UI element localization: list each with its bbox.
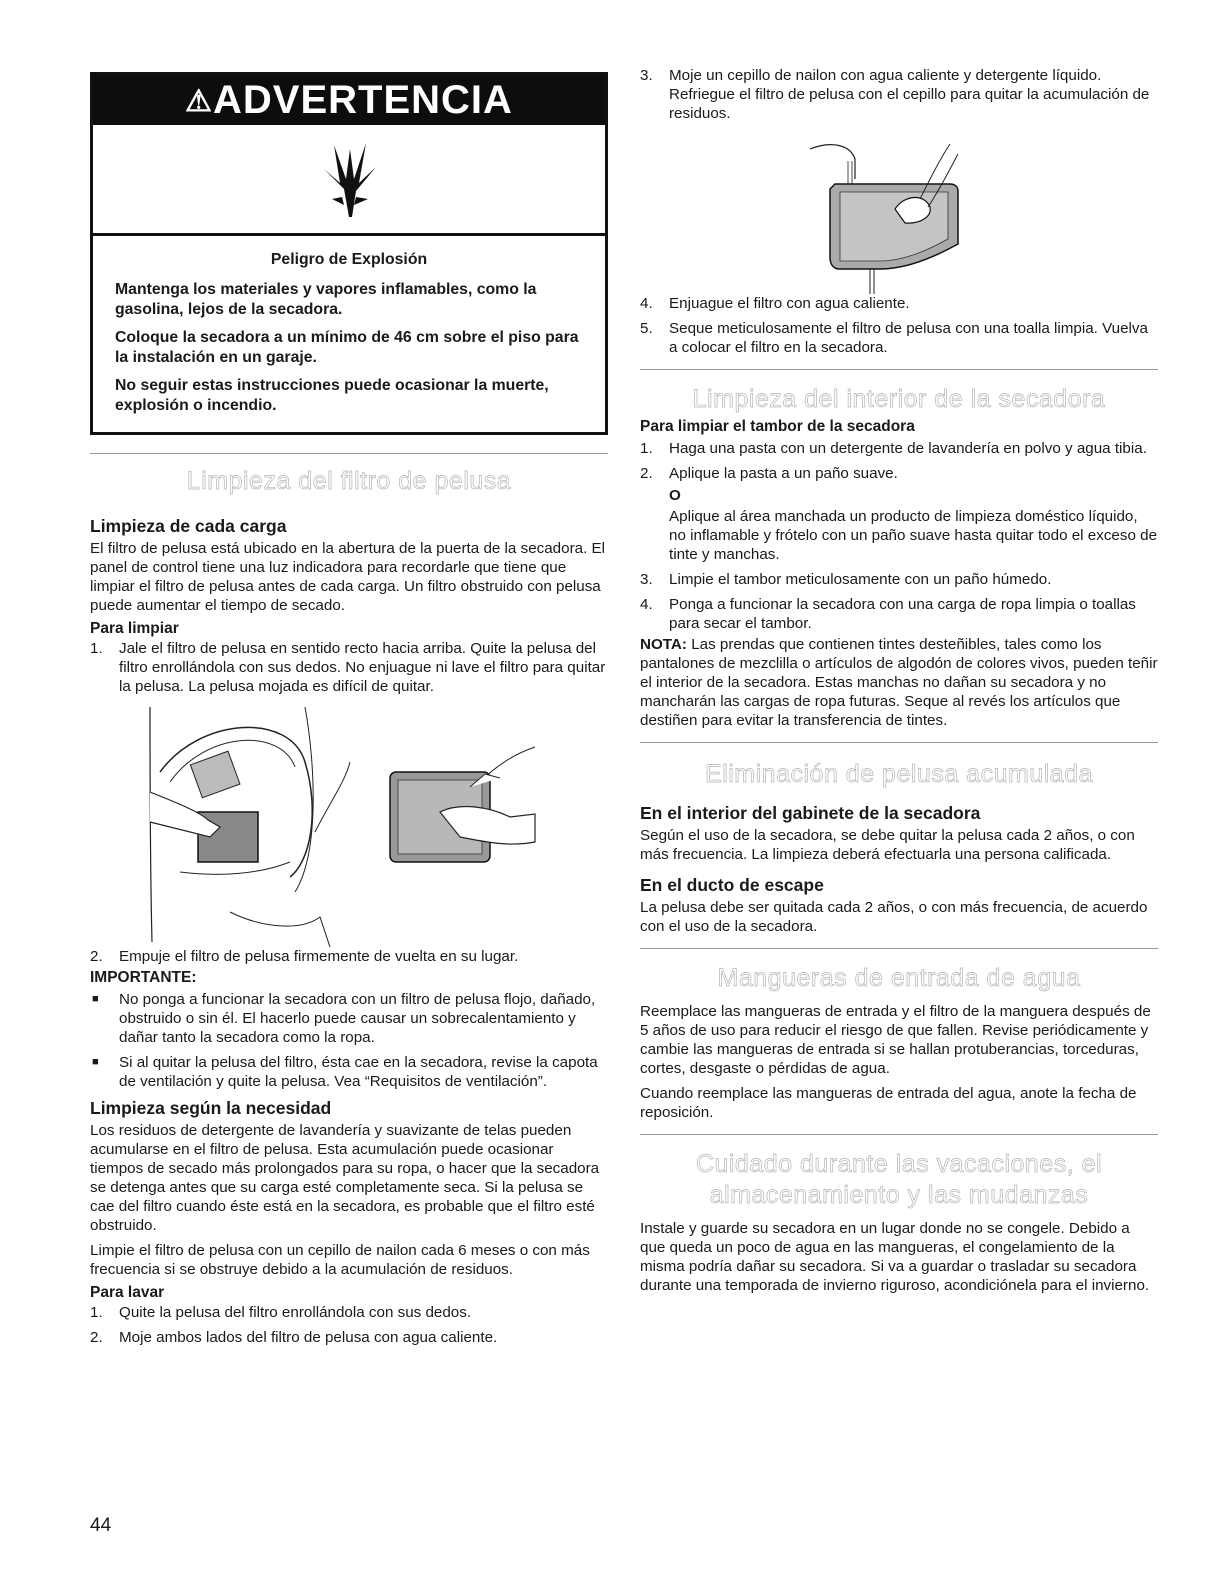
- steps-list: [90, 1303, 608, 1347]
- warning-header: [93, 75, 605, 125]
- important-list: [90, 990, 608, 1091]
- list-item: 1. Quite la pelusa del filtro enrollándola con sus dedos.: [90, 1304, 472, 1321]
- list-item: 3. Limpie el tambor meticulosamente con un paño húmedo.: [640, 571, 1052, 588]
- steps-list: [90, 947, 608, 966]
- paragraph: Instale y guarde su secadora en un lugar donde no se congele. Debido a que queda un poco de agua en las mangueras, el congelamiento de la misma podría dañar su secadora. Si va a guardar o trasladar su secadora durante una temporada de invierno riguroso, acondiciónela para el invierno.: [640, 1220, 1150, 1294]
- subheading-each-load: Limpieza de cada carga: [90, 516, 287, 536]
- steps-list: [640, 439, 1158, 633]
- section-heading-lint-filter: Limpieza del filtro de pelusa: [186, 467, 512, 495]
- paragraph: Los residuos de detergente de lavandería y suavizante de telas pueden acumularse en el filtro de pelusa. Esta acumulación puede ocasionar tiempos de secado más prolongados para su ropa, o hacer que la secadora se detenga antes que su carga esté completamente seca. Si la pelusa se cae del filtro cuando éste está en la secadora, es probable que el filtro esté obstruido.: [90, 1122, 600, 1234]
- list-item: 5. Seque meticulosamente el filtro de pelusa con una toalla limpia. Vuelva a colocar el filtro en la secadora.: [640, 320, 1148, 356]
- paragraph: El filtro de pelusa está ubicado en la abertura de la puerta de la secadora. El panel de control tiene una luz indicadora para recordarle que tiene que limpiar el filtro de pelusa antes de cada carga. Un filtro obstruido con pelusa puede aumentar el tiempo de secado.: [90, 540, 606, 614]
- subheading-as-needed: Limpieza según la necesidad: [90, 1098, 332, 1118]
- divider: [640, 948, 1158, 949]
- list-item: 4. Ponga a funcionar la secadora con una carga de ropa limpia o toallas para secar el tambor.: [640, 596, 1136, 632]
- warning-title: Peligro de Explosión: [270, 251, 428, 268]
- warning-line: No seguir estas instrucciones puede ocasionar la muerte, explosión o incendio.: [115, 377, 549, 414]
- label-important: IMPORTANTE:: [90, 969, 197, 986]
- label-to-clean: Para limpiar: [90, 620, 179, 637]
- list-item: ■ Si al quitar la pelusa del filtro, ésta cae en la secadora, revise la capota de ventilación y quite la pelusa. Vea “Requisitos de ventilación”.: [92, 1054, 598, 1090]
- warning-header-text: ADVERTENCIA: [213, 78, 513, 122]
- divider: [640, 369, 1158, 370]
- section-heading-interior: Limpieza del interior de la secadora: [692, 385, 1106, 413]
- list-item: 3. Moje un cepillo de nailon con agua caliente y detergente líquido. Refriegue el filtro de pelusa con el cepillo para quitar la acumulación de residuos.: [640, 67, 1150, 122]
- list-item: 1. Haga una pasta con un detergente de lavandería en polvo y agua tibia.: [640, 440, 1147, 457]
- steps-list: [640, 294, 1158, 357]
- divider: [640, 1134, 1158, 1135]
- or-label: O: [669, 487, 681, 504]
- section-heading-lint-removal: Eliminación de pelusa acumulada: [705, 760, 1093, 788]
- vacation-heading-line: almacenamiento y las mudanzas: [709, 1181, 1089, 1209]
- vacation-heading-line: Cuidado durante las vacaciones, el: [695, 1150, 1103, 1178]
- section-heading-vacation: [640, 1149, 1158, 1211]
- page-number: 44: [90, 1515, 112, 1536]
- subheading-cabinet: En el interior del gabinete de la secadora: [640, 803, 981, 823]
- right-column: [640, 66, 1158, 1295]
- explosion-icon: [93, 125, 605, 236]
- warning-box: [90, 72, 608, 435]
- list-item: ■ No ponga a funcionar la secadora con un filtro de pelusa flojo, dañado, obstruido o sin él. El hacerlo puede causar un sobrecalentamiento y dañar tanto la secadora como la ropa.: [92, 991, 596, 1046]
- warning-line: Coloque la secadora a un mínimo de 46 cm sobre el piso para la instalación en un garaje.: [115, 329, 579, 366]
- filter-scrubbing-illustration: [640, 129, 1158, 294]
- note-label: NOTA:: [640, 636, 687, 653]
- paragraph: La pelusa debe ser quitada cada 2 años, o con más frecuencia, de acuerdo con el uso de la secadora.: [640, 899, 1148, 935]
- divider: [90, 453, 608, 454]
- warning-body: [93, 236, 605, 432]
- warning-triangle-icon: ⚠: [185, 85, 213, 118]
- note-paragraph: NOTA: Las prendas que contienen tintes desteñibles, tales como los pantalones de mezclilla o artículos de algodón de colores vivos, pueden teñir el interior de la secadora. Estas manchas no dañan su secadora y no mancharán las cargas de ropa futuras. Seque al revés los artículos que destiñen para evitar la transferencia de tintes.: [640, 636, 1158, 729]
- paragraph: Cuando reemplace las mangueras de entrada del agua, anote la fecha de reposición.: [640, 1085, 1137, 1121]
- divider: [640, 742, 1158, 743]
- paragraph: Limpie el filtro de pelusa con un cepillo de nailon cada 6 meses o con más frecuencia si se obstruye debido a la acumulación de residuos.: [90, 1242, 590, 1278]
- list-item: 2. Empuje el filtro de pelusa firmemente de vuelta en su lugar.: [90, 948, 519, 965]
- lint-filter-removal-illustration: [90, 702, 608, 947]
- bullet-square-icon: ■: [92, 993, 99, 1005]
- list-item: 1. Jale el filtro de pelusa en sentido recto hacia arriba. Quite la pelusa del filtro enrollándola con sus dedos. No enjuague ni lave el filtro para quitar la pelusa. La pelusa mojada es difícil de quitar.: [90, 640, 606, 695]
- alternative-text: Aplique al área manchada un producto de limpieza doméstico líquido, no inflamable y frótelo con un paño suave hasta quitar todo el exceso de tinte y manchas.: [669, 508, 1158, 563]
- paragraph: Según el uso de la secadora, se debe quitar la pelusa cada 2 años, o con más frecuencia. La limpieza deberá efectuarla una persona calificada.: [640, 827, 1135, 863]
- label-clean-drum: Para limpiar el tambor de la secadora: [640, 418, 915, 435]
- steps-list: [640, 66, 1158, 123]
- paragraph: Reemplace las mangueras de entrada y el filtro de la manguera después de 5 años de uso para reducir el riesgo de que fallen. Revise periódicamente y cambie las mangueras de entrada si se hallan protuberancias, torceduras, cortes, desgaste o pérdidas de agua.: [640, 1003, 1151, 1077]
- warning-line: Mantenga los materiales y vapores inflamables, como la gasolina, lejos de la secadora.: [115, 281, 537, 318]
- list-item: 4. Enjuague el filtro con agua caliente.: [640, 295, 910, 312]
- subheading-duct: En el ducto de escape: [640, 875, 824, 895]
- list-item: 2. Aplique la pasta a un paño suave. O Aplique al área manchada un producto de limpieza doméstico líquido, no inflamable y frótelo con un paño suave hasta quitar todo el exceso de tinte y manchas.: [640, 465, 1158, 563]
- left-column: [90, 62, 608, 1353]
- label-to-wash: Para lavar: [90, 1284, 165, 1301]
- section-heading-hoses: Mangueras de entrada de agua: [717, 964, 1081, 992]
- bullet-square-icon: ■: [92, 1056, 99, 1068]
- list-item: 2. Moje ambos lados del filtro de pelusa con agua caliente.: [90, 1329, 498, 1346]
- steps-list: [90, 639, 608, 696]
